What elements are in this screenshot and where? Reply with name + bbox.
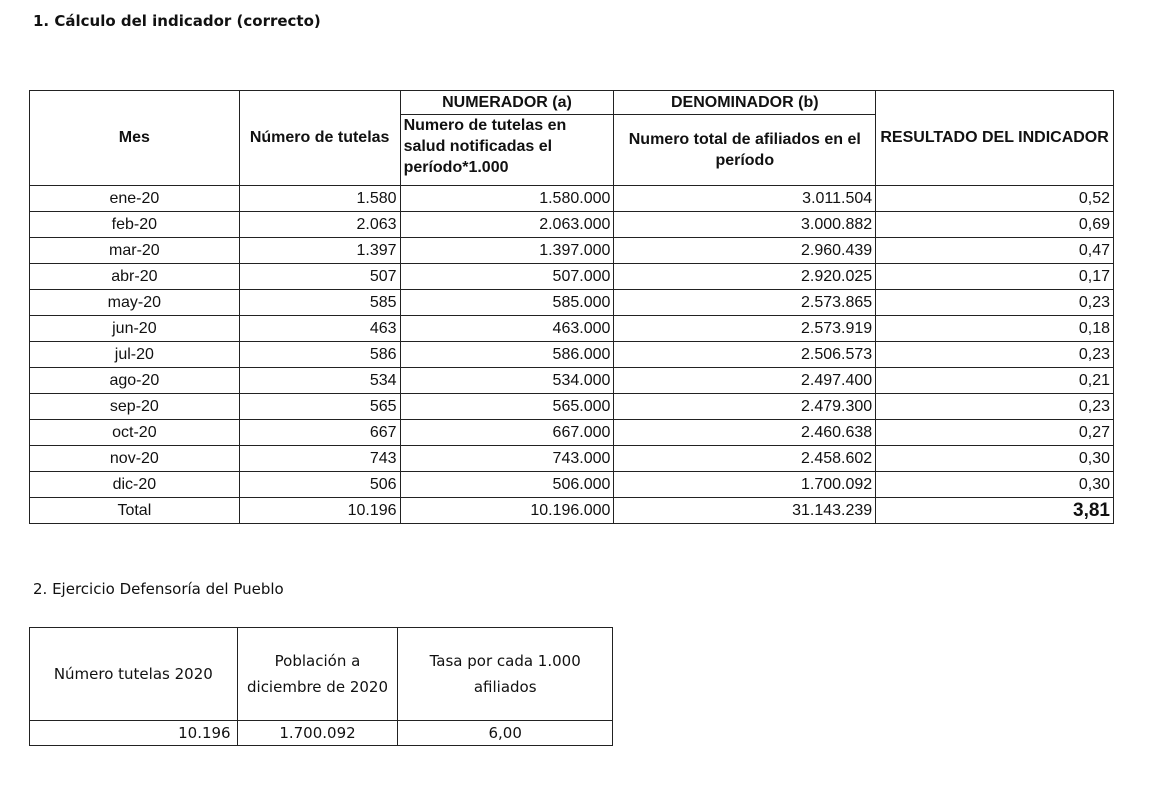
cell-resultado: 0,69 bbox=[876, 212, 1114, 238]
indicator-table-body bbox=[30, 186, 1114, 524]
cell-denominador: 2.920.025 bbox=[614, 264, 876, 290]
cell-mes: jul-20 bbox=[30, 342, 240, 368]
value-poblacion: 1.700.092 bbox=[237, 721, 398, 746]
table-row bbox=[30, 446, 1114, 472]
cell-denominador: 1.700.092 bbox=[614, 472, 876, 498]
cell-numerador: 586.000 bbox=[400, 342, 614, 368]
cell-mes: dic-20 bbox=[30, 472, 240, 498]
cell-mes: ago-20 bbox=[30, 368, 240, 394]
cell-resultado: 0,23 bbox=[876, 394, 1114, 420]
cell-numerador: 506.000 bbox=[400, 472, 614, 498]
indicator-table bbox=[29, 90, 1114, 524]
cell-mes: mar-20 bbox=[30, 238, 240, 264]
header-numerador-desc: Numero de tutelas en salud notificadas el período*1.000 bbox=[400, 115, 614, 186]
cell-tutelas: 534 bbox=[239, 368, 400, 394]
header-numerador: NUMERADOR (a) bbox=[400, 91, 614, 115]
cell-mes: ene-20 bbox=[30, 186, 240, 212]
cell-tutelas: 667 bbox=[239, 420, 400, 446]
cell-resultado: 0,52 bbox=[876, 186, 1114, 212]
cell-numerador: 507.000 bbox=[400, 264, 614, 290]
table-row bbox=[30, 290, 1114, 316]
cell-numerador: 565.000 bbox=[400, 394, 614, 420]
total-row bbox=[30, 498, 1114, 524]
cell-tutelas: 1.397 bbox=[239, 238, 400, 264]
header-denominador-desc: Numero total de afiliados en el período bbox=[614, 115, 876, 186]
cell-numerador: 743.000 bbox=[400, 446, 614, 472]
cell-resultado: 0,23 bbox=[876, 290, 1114, 316]
table-row bbox=[30, 238, 1114, 264]
cell-tutelas: 463 bbox=[239, 316, 400, 342]
cell-numerador: 2.063.000 bbox=[400, 212, 614, 238]
cell-denominador: 2.497.400 bbox=[614, 368, 876, 394]
cell-numerador: 1.397.000 bbox=[400, 238, 614, 264]
cell-denominador: 3.011.504 bbox=[614, 186, 876, 212]
cell-numerador: 1.580.000 bbox=[400, 186, 614, 212]
cell-numerador: 667.000 bbox=[400, 420, 614, 446]
cell-resultado: 0,30 bbox=[876, 472, 1114, 498]
cell-tutelas: 586 bbox=[239, 342, 400, 368]
table-row bbox=[30, 342, 1114, 368]
header-denominador: DENOMINADOR (b) bbox=[614, 91, 876, 115]
header-mes: Mes bbox=[30, 91, 240, 186]
header-numero-tutelas: Número de tutelas bbox=[239, 91, 400, 186]
cell-tutelas: 585 bbox=[239, 290, 400, 316]
header-tutelas-2020: Número tutelas 2020 bbox=[30, 628, 238, 721]
cell-mes: abr-20 bbox=[30, 264, 240, 290]
cell-denominador: 2.460.638 bbox=[614, 420, 876, 446]
header-tasa: Tasa por cada 1.000 afiliados bbox=[398, 628, 613, 721]
cell-denominador: 2.960.439 bbox=[614, 238, 876, 264]
cell-numerador: 463.000 bbox=[400, 316, 614, 342]
table-row bbox=[30, 186, 1114, 212]
cell-resultado: 0,21 bbox=[876, 368, 1114, 394]
cell-numerador: 585.000 bbox=[400, 290, 614, 316]
total-cell-tutelas: 10.196 bbox=[239, 498, 400, 524]
defensoria-table bbox=[29, 627, 613, 746]
section-2-title: 2. Ejercicio Defensoría del Pueblo bbox=[33, 580, 284, 598]
table-row bbox=[30, 212, 1114, 238]
value-tasa: 6,00 bbox=[398, 721, 613, 746]
table-row bbox=[30, 264, 1114, 290]
cell-resultado: 0,17 bbox=[876, 264, 1114, 290]
cell-tutelas: 743 bbox=[239, 446, 400, 472]
cell-denominador: 2.573.865 bbox=[614, 290, 876, 316]
cell-denominador: 2.573.919 bbox=[614, 316, 876, 342]
table-row bbox=[30, 394, 1114, 420]
cell-denominador: 2.479.300 bbox=[614, 394, 876, 420]
table-row bbox=[30, 316, 1114, 342]
cell-mes: may-20 bbox=[30, 290, 240, 316]
cell-tutelas: 506 bbox=[239, 472, 400, 498]
cell-denominador: 2.458.602 bbox=[614, 446, 876, 472]
header-resultado: RESULTADO DEL INDICADOR bbox=[876, 91, 1114, 186]
cell-mes: sep-20 bbox=[30, 394, 240, 420]
total-cell-numerador: 10.196.000 bbox=[400, 498, 614, 524]
cell-mes: oct-20 bbox=[30, 420, 240, 446]
table-row bbox=[30, 420, 1114, 446]
total-cell-resultado: 3,81 bbox=[876, 498, 1114, 524]
cell-mes: nov-20 bbox=[30, 446, 240, 472]
cell-resultado: 0,27 bbox=[876, 420, 1114, 446]
cell-resultado: 0,18 bbox=[876, 316, 1114, 342]
cell-resultado: 0,23 bbox=[876, 342, 1114, 368]
cell-tutelas: 2.063 bbox=[239, 212, 400, 238]
cell-tutelas: 507 bbox=[239, 264, 400, 290]
cell-tutelas: 1.580 bbox=[239, 186, 400, 212]
cell-tutelas: 565 bbox=[239, 394, 400, 420]
total-cell-denominador: 31.143.239 bbox=[614, 498, 876, 524]
total-cell-mes: Total bbox=[30, 498, 240, 524]
cell-mes: feb-20 bbox=[30, 212, 240, 238]
cell-resultado: 0,30 bbox=[876, 446, 1114, 472]
section-1-title: 1. Cálculo del indicador (correcto) bbox=[33, 12, 321, 30]
table-row bbox=[30, 368, 1114, 394]
cell-denominador: 2.506.573 bbox=[614, 342, 876, 368]
cell-denominador: 3.000.882 bbox=[614, 212, 876, 238]
cell-numerador: 534.000 bbox=[400, 368, 614, 394]
table-row bbox=[30, 472, 1114, 498]
value-tutelas-2020: 10.196 bbox=[30, 721, 238, 746]
cell-mes: jun-20 bbox=[30, 316, 240, 342]
header-poblacion: Población a diciembre de 2020 bbox=[237, 628, 398, 721]
cell-resultado: 0,47 bbox=[876, 238, 1114, 264]
